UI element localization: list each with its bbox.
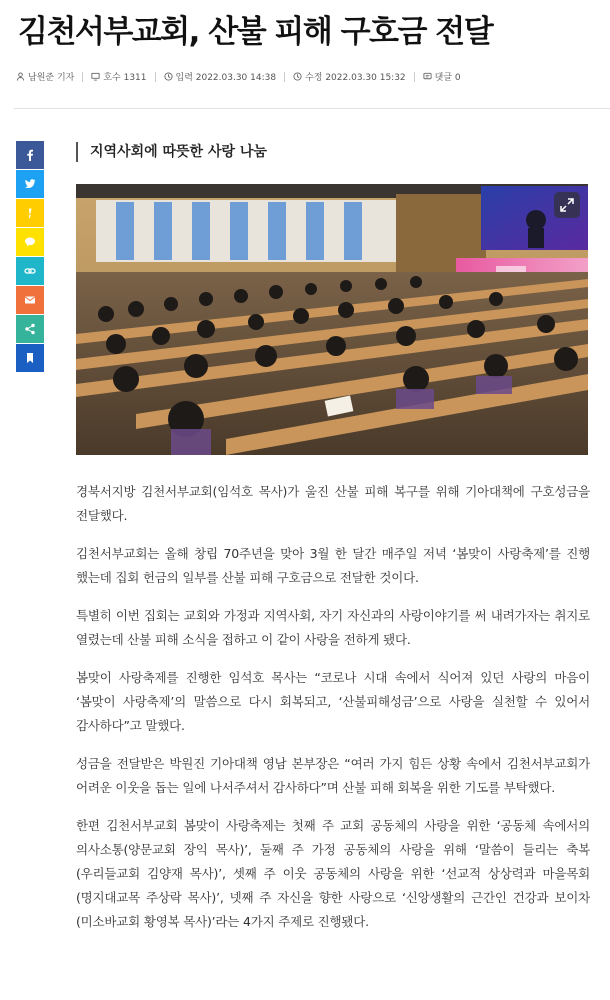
bookmark-button[interactable]: [16, 344, 44, 372]
modified-info: [293, 70, 406, 83]
article-subtitle: 지역사회에 따뜻한 사랑 나눔: [76, 142, 267, 162]
paragraph: 김천서부교회는 올해 창립 70주년을 맞아 3월 한 달간 매주일 저녁 ‘봄맞이 사랑축제’를 진행 했는데 집회 헌금의 일부를 산불 피해 구호금으로 전달한 것이다.: [76, 546, 590, 585]
kakaostory-icon: [24, 207, 36, 219]
expand-photo-button[interactable]: [554, 192, 580, 218]
paragraph: 봄맞이 사랑축제를 진행한 임석호 목사는 “코로나 시대 속에서 식어져 있던 사랑의 마음이 ‘봄맞이 사랑축제’의 말씀으로 다시 회복되고, ‘산불피해성금’으로 사랑을 실천할 수 있어서 감사하다”고 말했다.: [76, 670, 590, 733]
monitor-icon: [91, 72, 100, 81]
share-email-button[interactable]: [16, 286, 44, 314]
paragraph: 한편 김천서부교회 봄맞이 사랑축제는 첫째 주 교회 공동체의 사랑을 위한 ‘공동체 속에서의 의사소통(양문교회 장익 목사)’, 둘째 주 가정 공동체의 사랑을 위해 ‘말씀이 들리는 축복(우리들교회 김양재 목사)’, 셋째 주 이웃 공동체의 사랑을 위한 ‘선교적 상상력과 마을목회(명지대교목 주상락 목사)’, 넷째 주 자신을 향한 사랑으로 ‘신앙생활의 근간인 건강과 보이차(미소바교회 황영복 목사)’라는 4가지 주제로 진행됐다.: [76, 818, 590, 929]
issue-number: 호수 1311: [103, 73, 147, 83]
issue-info: [91, 70, 146, 83]
share-twitter-button[interactable]: [16, 170, 44, 198]
comment-count[interactable]: 댓글 0: [434, 73, 461, 83]
share-more-button[interactable]: [16, 315, 44, 343]
expand-icon: [560, 198, 574, 212]
divider: [414, 72, 415, 82]
share-bar: [16, 141, 44, 373]
comment-icon: [423, 72, 432, 81]
share-kakaotalk-button[interactable]: [16, 228, 44, 256]
article-meta: [16, 70, 461, 83]
author-name[interactable]: 남원준 기자: [28, 73, 75, 83]
facebook-icon: [24, 149, 36, 161]
user-icon: [16, 72, 25, 81]
modified-date: 수정 2022.03.30 15:32: [305, 73, 406, 83]
divider: [155, 72, 156, 82]
article-photo[interactable]: [76, 184, 588, 455]
author-info: [16, 70, 74, 83]
link-icon: [24, 265, 36, 277]
share-icon: [24, 323, 36, 335]
comments-link[interactable]: [423, 70, 461, 83]
paragraph: 성금을 전달받은 박원진 기아대책 영남 본부장은 “여러 가지 힘든 상황 속에서 김천서부교회가 어려운 이웃을 돕는 일에 나서주셔서 감사하다”며 산불 피해 회복을 위한 기도를 부탁했다.: [76, 756, 590, 795]
article-title: 김천서부교회, 산불 피해 구호금 전달: [18, 14, 493, 50]
bookmark-icon: [24, 352, 36, 364]
kakaotalk-icon: [24, 236, 36, 248]
published-info: [164, 70, 277, 83]
clock-icon: [293, 72, 302, 81]
share-kakaostory-button[interactable]: [16, 199, 44, 227]
published-date: 입력 2022.03.30 14:38: [175, 73, 277, 83]
mail-icon: [24, 294, 36, 306]
divider: [82, 72, 83, 82]
article-body: [76, 480, 590, 948]
divider: [284, 72, 285, 82]
clock-icon: [164, 72, 173, 81]
paragraph: 특별히 이번 집회는 교회와 가정과 지역사회, 자기 자신과의 사랑이야기를 써 내려가자는 취지로 열렸는데 산불 피해 소식을 접하고 이 같이 사랑을 전하게 됐다.: [76, 608, 590, 647]
share-facebook-button[interactable]: [16, 141, 44, 169]
twitter-icon: [24, 178, 36, 190]
church-interior-image: [76, 184, 588, 455]
share-link-button[interactable]: [16, 257, 44, 285]
header-divider: [14, 108, 610, 109]
paragraph: 경북서지방 김천서부교회(임석호 목사)가 울진 산불 피해 복구를 위해 기아대책에 구호성금을 전달했다.: [76, 484, 590, 523]
